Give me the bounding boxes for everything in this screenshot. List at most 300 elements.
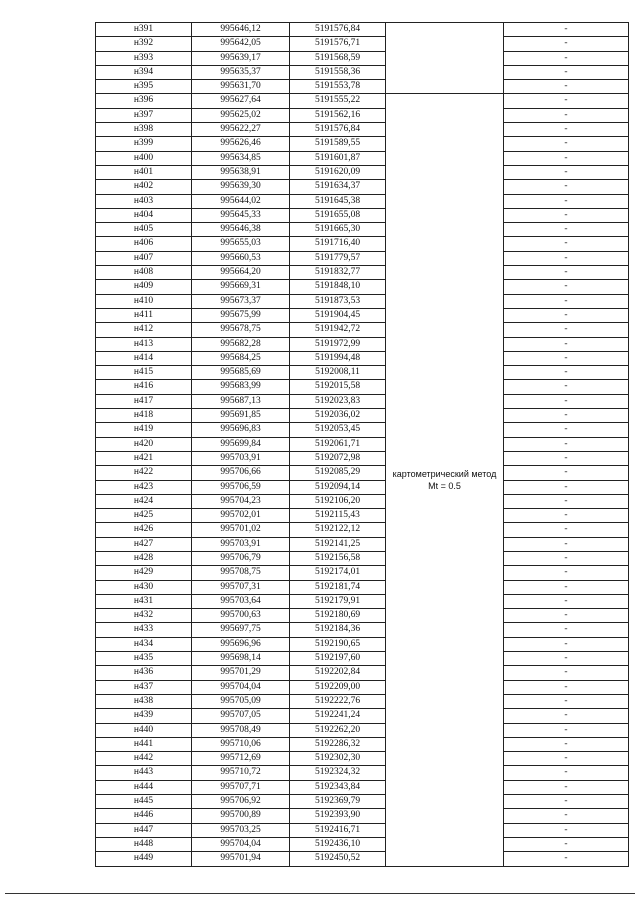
table-row bbox=[96, 394, 629, 408]
table-row bbox=[96, 523, 629, 537]
y-coordinate-cell: 5192094,14 bbox=[290, 480, 386, 494]
point-name-cell: н415 bbox=[96, 366, 192, 380]
y-coordinate-cell: 5192156,58 bbox=[290, 551, 386, 565]
value-cell: - bbox=[504, 208, 629, 222]
y-coordinate-cell: 5191634,37 bbox=[290, 180, 386, 194]
point-name-cell: н398 bbox=[96, 123, 192, 137]
x-coordinate-cell: 995707,05 bbox=[192, 709, 290, 723]
y-coordinate-cell: 5192174,01 bbox=[290, 566, 386, 580]
point-name-cell: н421 bbox=[96, 451, 192, 465]
y-coordinate-cell: 5192015,58 bbox=[290, 380, 386, 394]
point-name-cell: н433 bbox=[96, 623, 192, 637]
point-name-cell: н419 bbox=[96, 423, 192, 437]
y-coordinate-cell: 5191576,84 bbox=[290, 23, 386, 37]
point-name-cell: н426 bbox=[96, 523, 192, 537]
y-coordinate-cell: 5191665,30 bbox=[290, 223, 386, 237]
table-row bbox=[96, 780, 629, 794]
y-coordinate-cell: 5191576,71 bbox=[290, 37, 386, 51]
table-row bbox=[96, 294, 629, 308]
value-cell: - bbox=[504, 694, 629, 708]
x-coordinate-cell: 995642,05 bbox=[192, 37, 290, 51]
y-coordinate-cell: 5192436,10 bbox=[290, 837, 386, 851]
point-name-cell: н404 bbox=[96, 208, 192, 222]
table-row bbox=[96, 423, 629, 437]
y-coordinate-cell: 5191553,78 bbox=[290, 80, 386, 94]
y-coordinate-cell: 5192036,02 bbox=[290, 409, 386, 423]
table-row bbox=[96, 551, 629, 565]
value-cell: - bbox=[504, 94, 629, 108]
y-coordinate-cell: 5191848,10 bbox=[290, 280, 386, 294]
y-coordinate-cell: 5192450,52 bbox=[290, 852, 386, 866]
point-name-cell: н393 bbox=[96, 51, 192, 65]
point-name-cell: н406 bbox=[96, 237, 192, 251]
point-name-cell: н407 bbox=[96, 251, 192, 265]
value-cell: - bbox=[504, 251, 629, 265]
value-cell: - bbox=[504, 766, 629, 780]
table-row bbox=[96, 680, 629, 694]
value-cell: - bbox=[504, 480, 629, 494]
value-cell: - bbox=[504, 637, 629, 651]
table-row bbox=[96, 437, 629, 451]
point-name-cell: н397 bbox=[96, 108, 192, 122]
table-row bbox=[96, 594, 629, 608]
y-coordinate-cell: 5192179,91 bbox=[290, 594, 386, 608]
x-coordinate-cell: 995631,70 bbox=[192, 80, 290, 94]
x-coordinate-cell: 995682,28 bbox=[192, 337, 290, 351]
table-row bbox=[96, 108, 629, 122]
point-name-cell: н409 bbox=[96, 280, 192, 294]
table-row bbox=[96, 94, 629, 108]
point-name-cell: н428 bbox=[96, 551, 192, 565]
x-coordinate-cell: 995710,06 bbox=[192, 737, 290, 751]
x-coordinate-cell: 995678,75 bbox=[192, 323, 290, 337]
value-cell: - bbox=[504, 451, 629, 465]
table-row bbox=[96, 852, 629, 866]
table-row bbox=[96, 694, 629, 708]
point-name-cell: н408 bbox=[96, 266, 192, 280]
table-row bbox=[96, 766, 629, 780]
value-cell: - bbox=[504, 737, 629, 751]
y-coordinate-cell: 5192180,69 bbox=[290, 609, 386, 623]
value-cell: - bbox=[504, 337, 629, 351]
point-name-cell: н403 bbox=[96, 194, 192, 208]
point-name-cell: н449 bbox=[96, 852, 192, 866]
x-coordinate-cell: 995625,02 bbox=[192, 108, 290, 122]
y-coordinate-cell: 5191832,77 bbox=[290, 266, 386, 280]
y-coordinate-cell: 5192286,32 bbox=[290, 737, 386, 751]
table-row bbox=[96, 752, 629, 766]
point-name-cell: н422 bbox=[96, 466, 192, 480]
x-coordinate-cell: 995638,91 bbox=[192, 165, 290, 179]
table-row bbox=[96, 165, 629, 179]
value-cell: - bbox=[504, 680, 629, 694]
y-coordinate-cell: 5191568,59 bbox=[290, 51, 386, 65]
value-cell: - bbox=[504, 752, 629, 766]
point-name-cell: н394 bbox=[96, 65, 192, 79]
table-row bbox=[96, 737, 629, 751]
table-row bbox=[96, 208, 629, 222]
table-row bbox=[96, 566, 629, 580]
value-cell: - bbox=[504, 709, 629, 723]
table-row bbox=[96, 65, 629, 79]
value-cell: - bbox=[504, 823, 629, 837]
value-cell: - bbox=[504, 780, 629, 794]
x-coordinate-cell: 995705,09 bbox=[192, 694, 290, 708]
point-name-cell: н423 bbox=[96, 480, 192, 494]
value-cell: - bbox=[504, 80, 629, 94]
point-name-cell: н446 bbox=[96, 809, 192, 823]
value-cell: - bbox=[504, 566, 629, 580]
x-coordinate-cell: 995687,13 bbox=[192, 394, 290, 408]
x-coordinate-cell: 995669,31 bbox=[192, 280, 290, 294]
method-cell: картометрический метод Mt = 0.5 bbox=[386, 94, 504, 866]
point-name-cell: н447 bbox=[96, 823, 192, 837]
value-cell: - bbox=[504, 809, 629, 823]
value-cell: - bbox=[504, 137, 629, 151]
point-name-cell: н427 bbox=[96, 537, 192, 551]
point-name-cell: н400 bbox=[96, 151, 192, 165]
point-name-cell: н448 bbox=[96, 837, 192, 851]
y-coordinate-cell: 5192302,30 bbox=[290, 752, 386, 766]
table-row bbox=[96, 51, 629, 65]
point-name-cell: н401 bbox=[96, 165, 192, 179]
table-row bbox=[96, 723, 629, 737]
table-row bbox=[96, 380, 629, 394]
y-coordinate-cell: 5192209,00 bbox=[290, 680, 386, 694]
value-cell: - bbox=[504, 23, 629, 37]
x-coordinate-cell: 995683,99 bbox=[192, 380, 290, 394]
x-coordinate-cell: 995644,02 bbox=[192, 194, 290, 208]
y-coordinate-cell: 5192141,25 bbox=[290, 537, 386, 551]
x-coordinate-cell: 995627,64 bbox=[192, 94, 290, 108]
x-coordinate-cell: 995701,02 bbox=[192, 523, 290, 537]
y-coordinate-cell: 5192085,29 bbox=[290, 466, 386, 480]
footer-rule bbox=[5, 893, 635, 894]
y-coordinate-cell: 5191994,48 bbox=[290, 351, 386, 365]
table-row bbox=[96, 637, 629, 651]
table-row bbox=[96, 266, 629, 280]
table-row bbox=[96, 308, 629, 322]
point-name-cell: н413 bbox=[96, 337, 192, 351]
y-coordinate-cell: 5192324,32 bbox=[290, 766, 386, 780]
x-coordinate-cell: 995712,69 bbox=[192, 752, 290, 766]
x-coordinate-cell: 995701,29 bbox=[192, 666, 290, 680]
y-coordinate-cell: 5192184,36 bbox=[290, 623, 386, 637]
table-row bbox=[96, 337, 629, 351]
value-cell: - bbox=[504, 409, 629, 423]
point-name-cell: н443 bbox=[96, 766, 192, 780]
value-cell: - bbox=[504, 551, 629, 565]
point-name-cell: н437 bbox=[96, 680, 192, 694]
value-cell: - bbox=[504, 123, 629, 137]
blank-method-cell bbox=[386, 23, 504, 94]
y-coordinate-cell: 5192393,90 bbox=[290, 809, 386, 823]
point-name-cell: н418 bbox=[96, 409, 192, 423]
x-coordinate-cell: 995673,37 bbox=[192, 294, 290, 308]
y-coordinate-cell: 5192008,11 bbox=[290, 366, 386, 380]
value-cell: - bbox=[504, 366, 629, 380]
table-row bbox=[96, 409, 629, 423]
x-coordinate-cell: 995700,89 bbox=[192, 809, 290, 823]
x-coordinate-cell: 995626,46 bbox=[192, 137, 290, 151]
value-cell: - bbox=[504, 351, 629, 365]
value-cell: - bbox=[504, 466, 629, 480]
table-row bbox=[96, 80, 629, 94]
table-row bbox=[96, 180, 629, 194]
y-coordinate-cell: 5192369,79 bbox=[290, 795, 386, 809]
y-coordinate-cell: 5191655,08 bbox=[290, 208, 386, 222]
point-name-cell: н392 bbox=[96, 37, 192, 51]
x-coordinate-cell: 995706,79 bbox=[192, 551, 290, 565]
x-coordinate-cell: 995703,25 bbox=[192, 823, 290, 837]
table-row bbox=[96, 123, 629, 137]
y-coordinate-cell: 5192053,45 bbox=[290, 423, 386, 437]
table-row bbox=[96, 280, 629, 294]
table-row bbox=[96, 23, 629, 37]
value-cell: - bbox=[504, 523, 629, 537]
value-cell: - bbox=[504, 237, 629, 251]
x-coordinate-cell: 995696,96 bbox=[192, 637, 290, 651]
point-name-cell: н412 bbox=[96, 323, 192, 337]
x-coordinate-cell: 995622,27 bbox=[192, 123, 290, 137]
x-coordinate-cell: 995707,71 bbox=[192, 780, 290, 794]
table-row bbox=[96, 609, 629, 623]
y-coordinate-cell: 5192115,43 bbox=[290, 509, 386, 523]
table-row bbox=[96, 351, 629, 365]
point-name-cell: н430 bbox=[96, 580, 192, 594]
coordinates-sheet bbox=[95, 22, 629, 867]
value-cell: - bbox=[504, 623, 629, 637]
y-coordinate-cell: 5191873,53 bbox=[290, 294, 386, 308]
table-row bbox=[96, 823, 629, 837]
table-row bbox=[96, 466, 629, 480]
point-name-cell: н402 bbox=[96, 180, 192, 194]
value-cell: - bbox=[504, 223, 629, 237]
y-coordinate-cell: 5191555,22 bbox=[290, 94, 386, 108]
y-coordinate-cell: 5191601,87 bbox=[290, 151, 386, 165]
table-row bbox=[96, 237, 629, 251]
x-coordinate-cell: 995704,23 bbox=[192, 494, 290, 508]
point-name-cell: н429 bbox=[96, 566, 192, 580]
x-coordinate-cell: 995691,85 bbox=[192, 409, 290, 423]
point-name-cell: н396 bbox=[96, 94, 192, 108]
point-name-cell: н424 bbox=[96, 494, 192, 508]
x-coordinate-cell: 995660,53 bbox=[192, 251, 290, 265]
value-cell: - bbox=[504, 437, 629, 451]
point-name-cell: н445 bbox=[96, 795, 192, 809]
point-name-cell: н405 bbox=[96, 223, 192, 237]
value-cell: - bbox=[504, 837, 629, 851]
value-cell: - bbox=[504, 580, 629, 594]
x-coordinate-cell: 995664,20 bbox=[192, 266, 290, 280]
value-cell: - bbox=[504, 308, 629, 322]
y-coordinate-cell: 5191576,84 bbox=[290, 123, 386, 137]
x-coordinate-cell: 995701,94 bbox=[192, 852, 290, 866]
value-cell: - bbox=[504, 108, 629, 122]
value-cell: - bbox=[504, 795, 629, 809]
table-row bbox=[96, 451, 629, 465]
x-coordinate-cell: 995703,91 bbox=[192, 451, 290, 465]
y-coordinate-cell: 5192241,24 bbox=[290, 709, 386, 723]
y-coordinate-cell: 5191942,72 bbox=[290, 323, 386, 337]
y-coordinate-cell: 5191972,99 bbox=[290, 337, 386, 351]
table-row bbox=[96, 137, 629, 151]
value-cell: - bbox=[504, 280, 629, 294]
y-coordinate-cell: 5191562,16 bbox=[290, 108, 386, 122]
y-coordinate-cell: 5191645,38 bbox=[290, 194, 386, 208]
x-coordinate-cell: 995703,64 bbox=[192, 594, 290, 608]
table-row bbox=[96, 837, 629, 851]
point-name-cell: н434 bbox=[96, 637, 192, 651]
coordinates-table-body bbox=[96, 23, 629, 867]
x-coordinate-cell: 995646,38 bbox=[192, 223, 290, 237]
table-row bbox=[96, 494, 629, 508]
value-cell: - bbox=[504, 494, 629, 508]
y-coordinate-cell: 5192197,60 bbox=[290, 652, 386, 666]
x-coordinate-cell: 995707,31 bbox=[192, 580, 290, 594]
y-coordinate-cell: 5192343,84 bbox=[290, 780, 386, 794]
value-cell: - bbox=[504, 509, 629, 523]
value-cell: - bbox=[504, 151, 629, 165]
x-coordinate-cell: 995635,37 bbox=[192, 65, 290, 79]
point-name-cell: н395 bbox=[96, 80, 192, 94]
value-cell: - bbox=[504, 652, 629, 666]
x-coordinate-cell: 995710,72 bbox=[192, 766, 290, 780]
value-cell: - bbox=[504, 594, 629, 608]
table-row bbox=[96, 709, 629, 723]
x-coordinate-cell: 995684,25 bbox=[192, 351, 290, 365]
table-row bbox=[96, 652, 629, 666]
point-name-cell: н416 bbox=[96, 380, 192, 394]
coordinates-table bbox=[95, 22, 629, 867]
value-cell: - bbox=[504, 194, 629, 208]
x-coordinate-cell: 995675,99 bbox=[192, 308, 290, 322]
table-row bbox=[96, 666, 629, 680]
table-row bbox=[96, 37, 629, 51]
value-cell: - bbox=[504, 537, 629, 551]
table-row bbox=[96, 251, 629, 265]
y-coordinate-cell: 5191589,55 bbox=[290, 137, 386, 151]
x-coordinate-cell: 995703,91 bbox=[192, 537, 290, 551]
value-cell: - bbox=[504, 266, 629, 280]
y-coordinate-cell: 5192072,98 bbox=[290, 451, 386, 465]
x-coordinate-cell: 995639,30 bbox=[192, 180, 290, 194]
x-coordinate-cell: 995646,12 bbox=[192, 23, 290, 37]
table-row bbox=[96, 537, 629, 551]
value-cell: - bbox=[504, 666, 629, 680]
table-row bbox=[96, 194, 629, 208]
x-coordinate-cell: 995706,92 bbox=[192, 795, 290, 809]
value-cell: - bbox=[504, 65, 629, 79]
point-name-cell: н420 bbox=[96, 437, 192, 451]
y-coordinate-cell: 5192122,12 bbox=[290, 523, 386, 537]
y-coordinate-cell: 5192416,71 bbox=[290, 823, 386, 837]
x-coordinate-cell: 995704,04 bbox=[192, 837, 290, 851]
x-coordinate-cell: 995708,75 bbox=[192, 566, 290, 580]
point-name-cell: н431 bbox=[96, 594, 192, 608]
x-coordinate-cell: 995698,14 bbox=[192, 652, 290, 666]
point-name-cell: н441 bbox=[96, 737, 192, 751]
value-cell: - bbox=[504, 380, 629, 394]
y-coordinate-cell: 5191716,40 bbox=[290, 237, 386, 251]
point-name-cell: н432 bbox=[96, 609, 192, 623]
table-row bbox=[96, 151, 629, 165]
x-coordinate-cell: 995697,75 bbox=[192, 623, 290, 637]
x-coordinate-cell: 995639,17 bbox=[192, 51, 290, 65]
table-row bbox=[96, 480, 629, 494]
point-name-cell: н438 bbox=[96, 694, 192, 708]
point-name-cell: н442 bbox=[96, 752, 192, 766]
y-coordinate-cell: 5191558,36 bbox=[290, 65, 386, 79]
y-coordinate-cell: 5191620,09 bbox=[290, 165, 386, 179]
table-row bbox=[96, 323, 629, 337]
point-name-cell: н391 bbox=[96, 23, 192, 37]
point-name-cell: н436 bbox=[96, 666, 192, 680]
x-coordinate-cell: 995704,04 bbox=[192, 680, 290, 694]
y-coordinate-cell: 5192106,20 bbox=[290, 494, 386, 508]
y-coordinate-cell: 5192190,65 bbox=[290, 637, 386, 651]
table-row bbox=[96, 223, 629, 237]
point-name-cell: н439 bbox=[96, 709, 192, 723]
point-name-cell: н399 bbox=[96, 137, 192, 151]
x-coordinate-cell: 995645,33 bbox=[192, 208, 290, 222]
y-coordinate-cell: 5192061,71 bbox=[290, 437, 386, 451]
point-name-cell: н435 bbox=[96, 652, 192, 666]
y-coordinate-cell: 5192023,83 bbox=[290, 394, 386, 408]
value-cell: - bbox=[504, 294, 629, 308]
value-cell: - bbox=[504, 423, 629, 437]
x-coordinate-cell: 995708,49 bbox=[192, 723, 290, 737]
value-cell: - bbox=[504, 852, 629, 866]
table-row bbox=[96, 623, 629, 637]
value-cell: - bbox=[504, 609, 629, 623]
y-coordinate-cell: 5191779,57 bbox=[290, 251, 386, 265]
value-cell: - bbox=[504, 180, 629, 194]
y-coordinate-cell: 5192181,74 bbox=[290, 580, 386, 594]
x-coordinate-cell: 995706,59 bbox=[192, 480, 290, 494]
value-cell: - bbox=[504, 51, 629, 65]
point-name-cell: н444 bbox=[96, 780, 192, 794]
value-cell: - bbox=[504, 323, 629, 337]
point-name-cell: н440 bbox=[96, 723, 192, 737]
point-name-cell: н425 bbox=[96, 509, 192, 523]
point-name-cell: н414 bbox=[96, 351, 192, 365]
x-coordinate-cell: 995685,69 bbox=[192, 366, 290, 380]
x-coordinate-cell: 995696,83 bbox=[192, 423, 290, 437]
y-coordinate-cell: 5191904,45 bbox=[290, 308, 386, 322]
x-coordinate-cell: 995706,66 bbox=[192, 466, 290, 480]
table-row bbox=[96, 809, 629, 823]
table-row bbox=[96, 580, 629, 594]
point-name-cell: н410 bbox=[96, 294, 192, 308]
y-coordinate-cell: 5192222,76 bbox=[290, 694, 386, 708]
x-coordinate-cell: 995700,63 bbox=[192, 609, 290, 623]
value-cell: - bbox=[504, 394, 629, 408]
y-coordinate-cell: 5192262,20 bbox=[290, 723, 386, 737]
value-cell: - bbox=[504, 165, 629, 179]
x-coordinate-cell: 995699,84 bbox=[192, 437, 290, 451]
x-coordinate-cell: 995634,85 bbox=[192, 151, 290, 165]
table-row bbox=[96, 795, 629, 809]
value-cell: - bbox=[504, 37, 629, 51]
point-name-cell: н411 bbox=[96, 308, 192, 322]
table-row bbox=[96, 509, 629, 523]
y-coordinate-cell: 5192202,84 bbox=[290, 666, 386, 680]
x-coordinate-cell: 995655,03 bbox=[192, 237, 290, 251]
value-cell: - bbox=[504, 723, 629, 737]
table-row bbox=[96, 366, 629, 380]
point-name-cell: н417 bbox=[96, 394, 192, 408]
